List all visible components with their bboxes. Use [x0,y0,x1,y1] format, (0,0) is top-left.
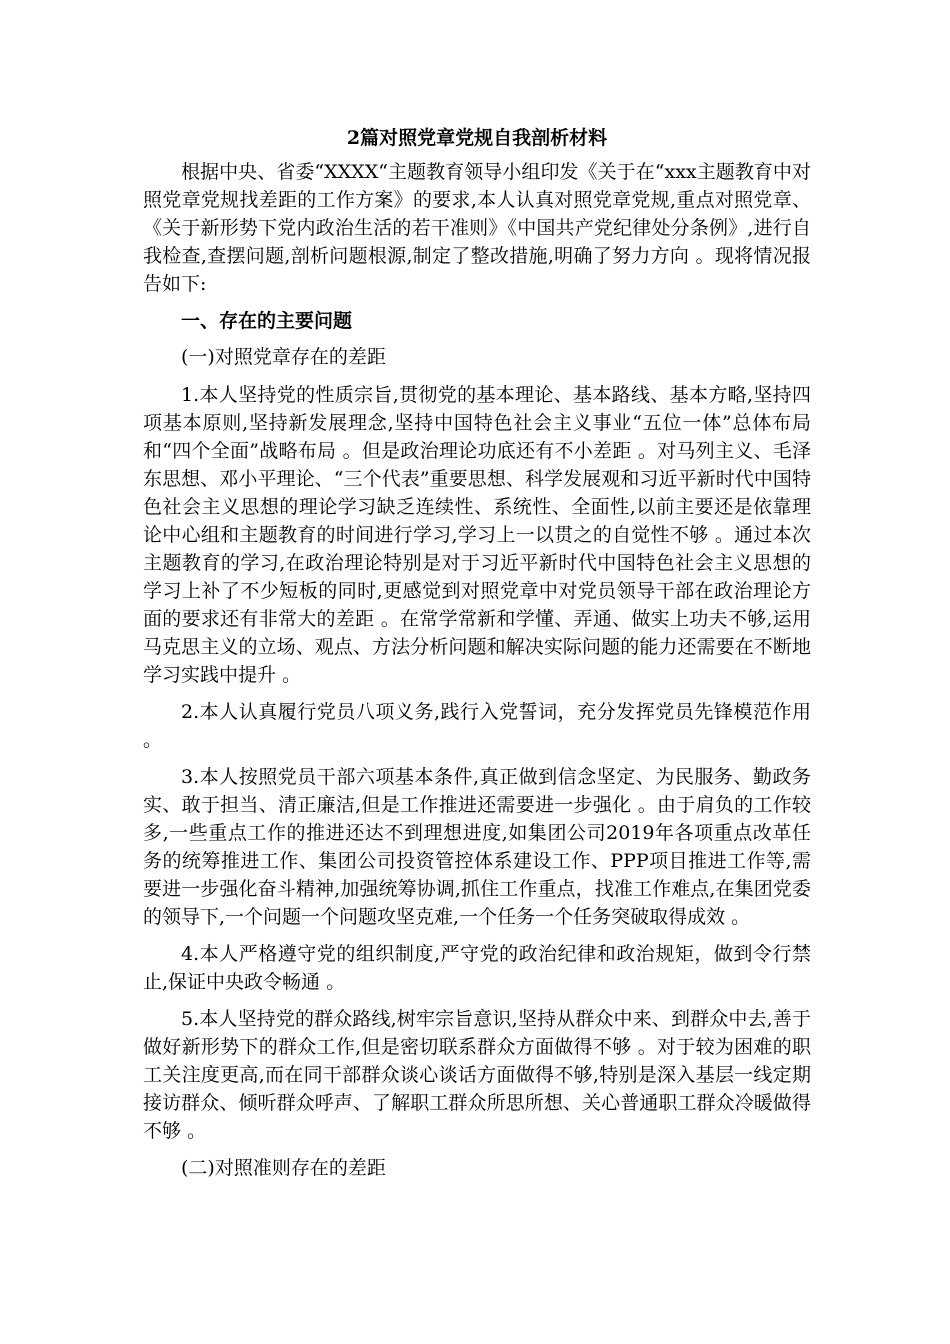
item-4-paragraph: 4.本人严格遵守党的组织制度,严守党的政治纪律和政治规矩，做到令行禁止,保证中央政令畅通 。 [143,943,811,993]
item-5-paragraph: 5.本人坚持党的群众路线,树牢宗旨意识,坚持从群众中来、到群众中去,善于做好新形势下的群众工作,但是密切联系群众方面做得不够 。对于较为困难的职工关注度更高,而在同干部群众谈心谈话方面做得不够,特别是深入基层一线定期接访群众、倾听群众呼声、了解职工群众所思所想、关心普通职工群众冷暖做得不够 。 [143,1008,811,1142]
item-2-paragraph: 2.本人认真履行党员八项义务,践行入党誓词，充分发挥党员先锋模范作用 。 [143,701,811,751]
subsection-heading-party-constitution: (一)对照党章存在的差距 [181,346,386,368]
document-title: 2篇对照党章党规自我剖析材料 [346,127,608,149]
section-heading-main-problems: 一、存在的主要问题 [181,310,353,332]
item-3-paragraph: 3.本人按照党员干部六项基本条件,真正做到信念坚定、为民服务、勤政务实、敢于担当、清正廉洁,但是工作推进还需要进一步强化 。由于肩负的工作较多,一些重点工作的推进还达不到理想进度,如集团公司2019年各项重点改革任务的统筹推进工作、集团公司投资管控体系建设工作、PPP项目推进工作等,需要进一步强化奋斗精神,加强统筹协调,抓住工作重点，找准工作难点,在集团党委的领导下,一个问题一个问题攻坚克难,一个任务一个任务突破取得成效 。 [143,766,811,928]
subsection-heading-guidelines: (二)对照准则存在的差距 [181,1157,386,1179]
item-1-paragraph: 1.本人坚持党的性质宗旨,贯彻党的基本理论、基本路线、基本方略,坚持四项基本原则,坚持新发展理念,坚持中国特色社会主义事业“五位一体”总体布局和“四个全面”战略布局 。但是政治理论功底还有不小差距 。对马列主义、毛泽东思想、邓小平理论、“三个代表”重要思想、科学发展观和习近平新时代中国特色社会主义思想的理论学习缺乏连续性、系统性、全面性,以前主要还是依靠理论中心组和主题教育的时间进行学习,学习上一以贯之的自觉性不够 。通过本次主题教育的学习,在政治理论特别是对于习近平新时代中国特色社会主义思想的学习上补了不少短板的同时,更感觉到对照党章中对党员领导干部在政治理论方面的要求还有非常大的差距 。在常学常新和学懂、弄通、做实上功夫不够,运用马克思主义的立场、观点、方法分析问题和解决实际问题的能力还需要在不断地学习实践中提升 。 [143,384,811,686]
intro-paragraph: 根据中央、省委“XXXX“主题教育领导小组印发《关于在“xxx主题教育中对照党章党规找差距的工作方案》的要求,本人认真对照党章党规,重点对照党章、《关于新形势下党内政治生活的若干准则》《中国共产党纪律处分条例》,进行自我检查,查摆问题,剖析问题根源,制定了整改措施,明确了努力方向 。现将情况报告如下: [143,161,811,295]
document-page [143,124,811,1192]
